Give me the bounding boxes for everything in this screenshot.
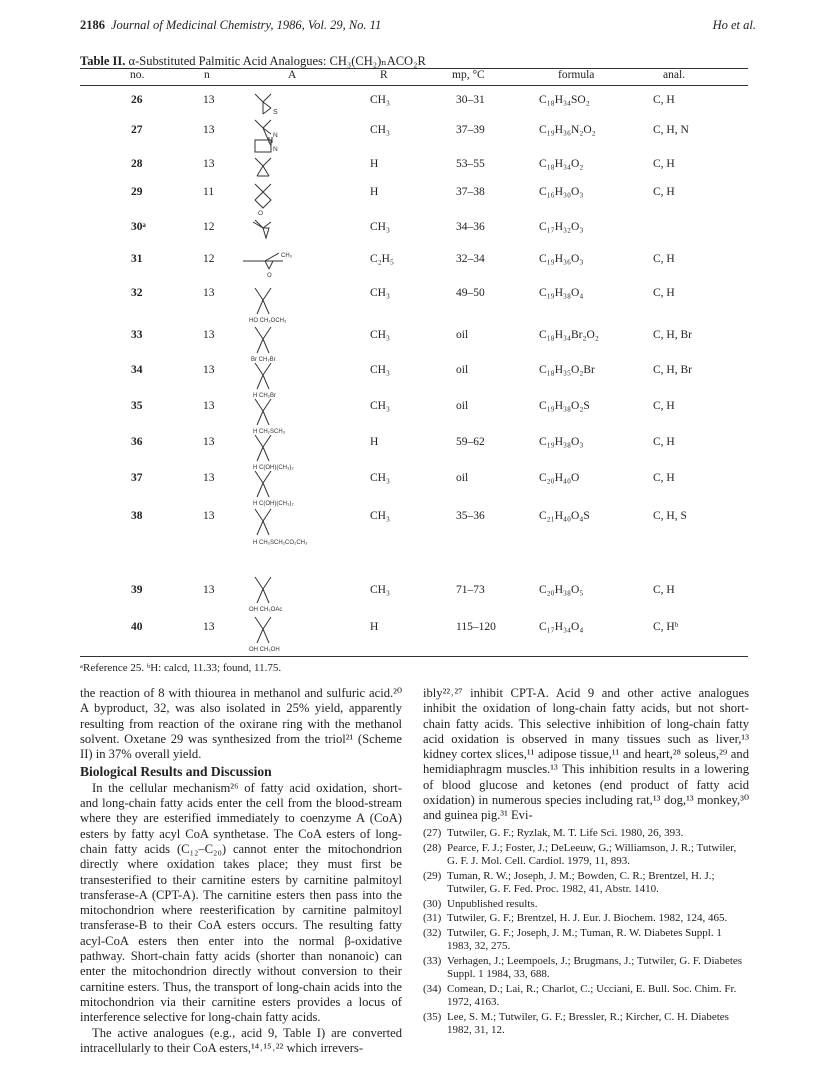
cell-mp: 53–55	[456, 158, 485, 170]
cell-anal: C, H	[653, 253, 675, 265]
cell-anal: C, Hᵇ	[653, 621, 679, 633]
cell-n: 12	[203, 253, 215, 265]
cell-mp: 34–36	[456, 221, 485, 233]
struct-substituents: HO CH₂OCH₃	[249, 318, 287, 324]
paragraph: the reaction of 8 with thiourea in methanol and sulfuric acid.²⁰ A byproduct, 32, was also isolated in 25% yield, apparently resulting from reaction of the oxirane ring with the methanol solvent. Oxetane 29 was synthesized from the triol²¹ (Scheme II) in 37% overall yield.	[80, 686, 402, 762]
cell-mp: 37–39	[456, 124, 485, 136]
struct-label-ch3: CH₃	[281, 253, 293, 259]
cell-n: 13	[203, 510, 215, 522]
cell-mp: 35–36	[456, 510, 485, 522]
cell-n: 13	[203, 287, 215, 299]
cell-mp: 59–62	[456, 436, 485, 448]
structure-epoxide	[235, 218, 315, 244]
struct-substituents: H CH₂SCH₃	[253, 429, 286, 435]
cell-r: CH₃	[370, 94, 390, 106]
structure-diazirine	[235, 116, 315, 156]
cell-mp: oil	[456, 329, 469, 341]
table-row	[80, 472, 748, 492]
structure-40	[235, 613, 335, 657]
cell-anal: C, H, Br	[653, 364, 692, 376]
table-footnote: ᵃReference 25. ᵇH: calcd, 11.33; found, 11.75.	[80, 662, 282, 674]
cell-no: 31	[131, 253, 143, 265]
reference-list	[423, 827, 749, 1039]
struct-substituents: OH CH₂OAc	[249, 607, 283, 613]
col-header-n: n	[204, 69, 210, 81]
structure-methyl-epoxide	[235, 247, 315, 279]
cell-no: 39	[131, 584, 143, 596]
struct-label-o: O	[267, 273, 272, 279]
cell-no: 34	[131, 364, 143, 376]
cell-no: 28	[131, 158, 143, 170]
cell-mp: 71–73	[456, 584, 485, 596]
cell-r: CH₃	[370, 329, 390, 341]
journal-citation: Journal of Medicinal Chemistry, 1986, Vol. 29, No. 11	[111, 18, 382, 32]
col-header-a: A	[288, 69, 297, 81]
cell-mp: 30–31	[456, 94, 485, 106]
cell-mp: 32–34	[456, 253, 485, 265]
reference-item: (27) Tutwiler, G. F.; Ryzlak, M. T. Life Sci. 1980, 26, 393.	[423, 827, 684, 839]
reference-item: (33) Verhagen, J.; Leempoels, J.; Brugmans, J.; Tutwiler, G. F. Diabetes Suppl. 1 1984, 33, 688.	[423, 954, 743, 980]
cell-mp: oil	[456, 364, 469, 376]
section-heading: Biological Results and Discussion	[80, 764, 272, 780]
struct-substituents: Br CH₂Br	[251, 357, 276, 363]
paragraph: The active analogues (e.g., acid 9, Table I) are converted intracellularly to their CoA esters,¹⁴˒¹⁵˒²² which irrevers-	[80, 1025, 402, 1055]
cell-r: CH₃	[370, 584, 390, 596]
header-left	[80, 18, 381, 33]
struct-substituents: OH CH₂OH	[249, 647, 280, 653]
cell-n: 13	[203, 436, 215, 448]
reference-item: (30) Unpublished results.	[423, 897, 538, 910]
structure-33	[235, 325, 325, 365]
col-header-mp: mp, °C	[452, 69, 485, 81]
structure-cyclopropane	[235, 156, 315, 180]
cell-formula: C₁₈H₃₄SO₂	[539, 94, 590, 106]
struct-label-n2: N	[273, 146, 278, 153]
cell-formula: C₁₉H₃₈O₄	[539, 287, 584, 299]
table-row	[80, 400, 748, 420]
cell-mp: oil	[456, 472, 469, 484]
cell-n: 13	[203, 329, 215, 341]
structure-37	[235, 469, 335, 509]
table-row	[80, 364, 748, 384]
struct-label-o: O	[258, 210, 264, 216]
cell-n: 11	[203, 186, 215, 198]
cell-n: 13	[203, 472, 215, 484]
cell-r: H	[370, 621, 379, 633]
cell-n: 13	[203, 400, 215, 412]
cell-formula: C₁₉H₃₈O₃	[539, 436, 584, 448]
cell-anal: C, H, Br	[653, 329, 692, 341]
cell-r: CH₃	[370, 400, 390, 412]
reference-item: (31) Tutwiler, G. F.; Brentzel, H. J. Eur. J. Biochem. 1982, 124, 465.	[423, 912, 728, 924]
cell-anal: C, H	[653, 436, 675, 448]
cell-no: 32	[131, 287, 143, 299]
table-row	[80, 221, 748, 241]
table-row	[80, 158, 748, 178]
struct-label-s: S	[273, 109, 278, 116]
cell-r: H	[370, 436, 379, 448]
struct-substituents: H CH₂SCH₂CO₂CH₃	[253, 540, 308, 546]
struct-substituents: H CH₂Br	[253, 393, 276, 399]
header-authors: Ho et al.	[712, 18, 756, 32]
cell-no: 37	[131, 472, 143, 484]
table-bottom-rule	[80, 656, 748, 657]
cell-formula: C₁₇H₃₄O₄	[539, 621, 584, 633]
cell-r: C₂H₅	[370, 253, 394, 265]
page-number: 2186	[80, 18, 105, 32]
structure-35	[235, 397, 325, 437]
reference-item: (29) Tuman, R. W.; Joseph, J. M.; Bowden, C. R.; Brentzel, H. J.; Tutwiler, G. F. Fed. Proc. 1982, 41, Abstr. 1410.	[423, 869, 715, 895]
cell-r: CH₃	[370, 364, 390, 376]
table-title: α-Substituted Palmitic Acid Analogues: CH₃(CH₂)ₙACO₂R	[128, 54, 426, 68]
cell-anal: C, H	[653, 584, 675, 596]
reference-item: (35) Lee, S. M.; Tutwiler, G. F.; Bressler, R.; Kircher, C. H. Diabetes 1982, 31, 12.	[423, 1010, 729, 1036]
cell-n: 13	[203, 364, 215, 376]
cell-mp: 115–120	[456, 621, 496, 633]
table-row	[80, 253, 748, 273]
cell-anal: C, H	[653, 472, 675, 484]
table-row	[80, 329, 748, 349]
structure-34	[235, 361, 325, 401]
cell-mp: 37–38	[456, 186, 485, 198]
paragraph: ibly²²˒²⁷ inhibit CPT-A. Acid 9 and other active analogues inhibit the oxidation of long-chain fatty acids, but not short-chain fatty acids. This selective inhibition of long-chain fatty acid oxidation is observed in many tissues such as liver,¹³ kidney cortex slices,¹¹ adipose tissue,¹¹ and heart,²⁸ soleus,²⁹ and hemidiaphragm muscles.¹³ This inhibition results in a lowering of blood glucose and ketones (end product of fatty acid oxidation) in numerous species including rat,¹³ dog,¹³ monkey,³⁰ and guinea pig.³¹ Evi-	[423, 686, 749, 823]
col-header-formula: formula	[558, 69, 595, 81]
cell-anal: C, H, S	[653, 510, 687, 522]
table-caption	[80, 53, 426, 69]
table-row	[80, 287, 748, 307]
col-header-no: no.	[130, 69, 145, 81]
cell-anal: C, H, N	[653, 124, 689, 136]
table-row	[80, 584, 748, 604]
structure-oxetane	[235, 182, 315, 216]
cell-formula: C₁₈H₃₄O₂	[539, 158, 584, 170]
cell-formula: C₂₀H₄₀O	[539, 472, 580, 484]
cell-formula: C₂₀H₃₈O₅	[539, 584, 584, 596]
cell-no: 36	[131, 436, 143, 448]
structure-32	[235, 286, 325, 326]
cell-anal: C, H	[653, 287, 675, 299]
reference-item: (34) Comean, D.; Lai, R.; Charlot, C.; Ucciani, E. Bull. Soc. Chim. Fr. 1972, 4163.	[423, 982, 737, 1008]
table-row	[80, 621, 748, 641]
cell-formula: C₁₇H₃₂O₃	[539, 221, 584, 233]
right-column	[423, 686, 749, 824]
struct-substituents: H C(OH)(CH₃)₂	[253, 465, 294, 471]
cell-no: 38	[131, 510, 143, 522]
cell-formula: C₂₁H₄₀O₄S	[539, 510, 590, 522]
cell-mp: 49–50	[456, 287, 485, 299]
cell-r: CH₃	[370, 472, 390, 484]
paragraph: In the cellular mechanism²⁶ of fatty acid oxidation, short- and long-chain fatty acids enter the cell from the blood-stream where they are esterified immediately to coenzyme A (CoA) esters by fatty acyl CoA synthetase. The CoA esters of long-chain fatty acids (C₁₂–C₂₀) cannot enter the mitochondrion directly where oxidation takes place; they must first be transesterified to their carnitine esters by carnitine palmitoyl transferase-A (CPT-A). The carnitine esters then pass into the mitochondrion where reesterification by carnitine palmitoyl transferase-B to their CoA esters occurs. The resulting fatty acyl-CoA esters then enter into the normal β-oxidative pathway. Short-chain fatty acids (shorter than nonanoic) can enter the mitochondrion directly without conversion to their carnitine esters. Thus, the transport of long-chain acids into the mitochondrion via their carnitine esters provides a locus of interference selective for long-chain fatty acids.	[80, 780, 402, 1025]
cell-mp: oil	[456, 400, 469, 412]
table-column-headers	[80, 69, 748, 83]
cell-formula: C₁₉H₃₈O₂S	[539, 400, 590, 412]
cell-n: 13	[203, 94, 215, 106]
structure-38	[235, 507, 355, 551]
table-row	[80, 436, 748, 456]
cell-no: 26	[131, 94, 143, 106]
structure-39	[235, 573, 335, 617]
col-header-r: R	[380, 69, 388, 81]
reference-item: (28) Pearce, F. J.; Foster, J.; DeLeeuw, G.; Williamson, J. R.; Tutwiler, G. F. J. Mol. Cell. Cardiol. 1979, 11, 893.	[423, 841, 737, 867]
table-row	[80, 186, 748, 206]
table-header-rule	[80, 85, 748, 86]
cell-formula: C₁₈H₃₅O₂Br	[539, 364, 595, 376]
cell-formula: C₁₆H₃₀O₃	[539, 186, 584, 198]
cell-n: 13	[203, 621, 215, 633]
cell-r: CH₃	[370, 510, 390, 522]
cell-n: 13	[203, 584, 215, 596]
cell-n: 12	[203, 221, 215, 233]
cell-no: 35	[131, 400, 143, 412]
cell-r: CH₃	[370, 124, 390, 136]
cell-n: 13	[203, 158, 215, 170]
cell-formula: C₁₉H₃₆N₂O₂	[539, 124, 596, 136]
cell-no: 33	[131, 329, 143, 341]
cell-r: CH₃	[370, 221, 390, 233]
struct-label-n1: N	[273, 132, 278, 139]
cell-anal: C, H	[653, 186, 675, 198]
page-header	[80, 18, 756, 34]
reference-item: (32) Tutwiler, G. F.; Joseph, J. M.; Tuman, R. W. Diabetes Suppl. 1 1983, 32, 275.	[423, 926, 722, 952]
cell-formula: C₁₈H₃₄Br₂O₂	[539, 329, 599, 341]
cell-n: 13	[203, 124, 215, 136]
structure-36	[235, 433, 335, 473]
table-row	[80, 94, 748, 114]
cell-formula: C₁₉H₃₆O₃	[539, 253, 584, 265]
cell-r: H	[370, 186, 379, 198]
table-row	[80, 510, 748, 530]
cell-anal: C, H	[653, 94, 675, 106]
cell-no: 30ᵃ	[131, 221, 146, 233]
cell-r: H	[370, 158, 379, 170]
cell-no: 27	[131, 124, 143, 136]
cell-no: 40	[131, 621, 143, 633]
table-row	[80, 124, 748, 144]
struct-substituents: H C(OH)(CH₃)₂	[253, 501, 294, 507]
left-column	[80, 686, 402, 1056]
table-label: Table II.	[80, 54, 126, 68]
cell-anal: C, H	[653, 400, 675, 412]
col-header-anal: anal.	[663, 69, 686, 81]
cell-no: 29	[131, 186, 143, 198]
cell-anal: C, H	[653, 158, 675, 170]
cell-r: CH₃	[370, 287, 390, 299]
